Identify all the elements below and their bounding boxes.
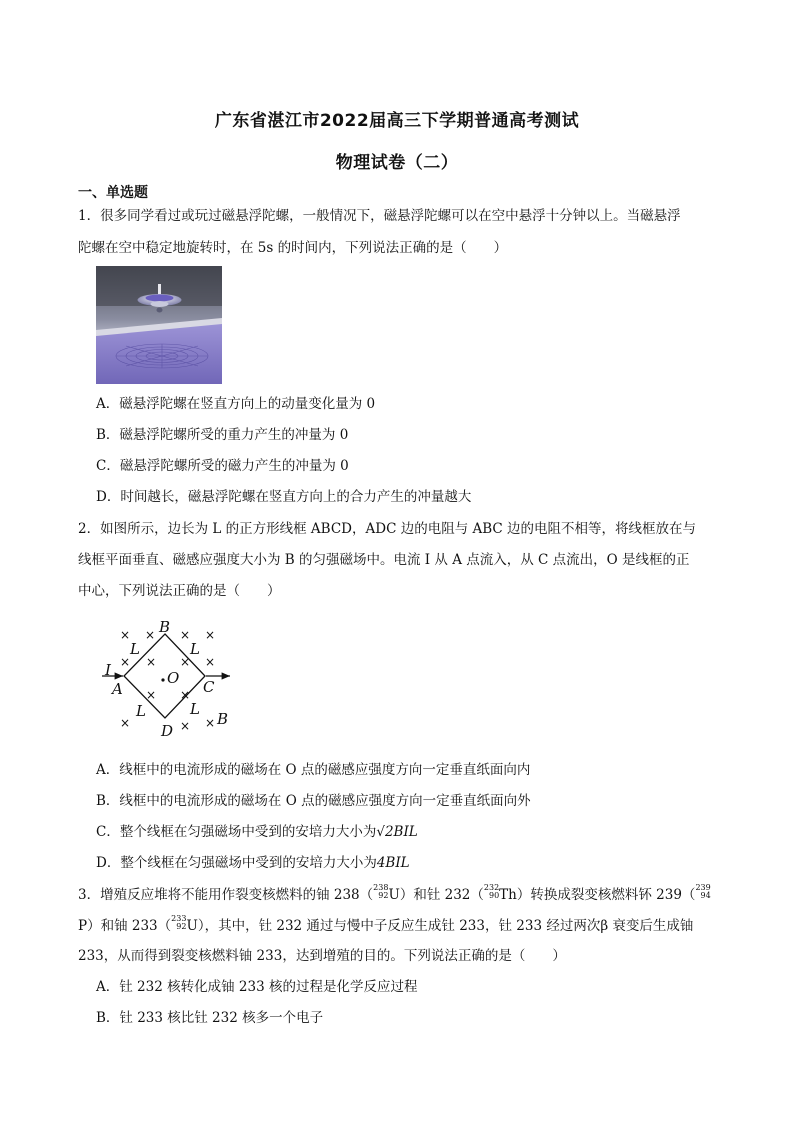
q2-stem-line2: 线框平面垂直、磁感应强度大小为 B 的匀强磁场中。电流 I 从 A 点流入，从 C 点流出，O 是线框的正 bbox=[78, 552, 690, 568]
mass-number: 238 bbox=[373, 883, 389, 892]
q2-option-d bbox=[96, 853, 410, 873]
atomic-number: 92 bbox=[378, 891, 389, 900]
field-cross: × bbox=[205, 628, 216, 642]
atomic-number: 90 bbox=[488, 891, 500, 900]
field-cross: × bbox=[120, 655, 131, 669]
q2-stem-line3: 中心，下列说法正确的是（ ） bbox=[78, 583, 281, 599]
q3-option-b: B．钍 233 核比钍 232 核多一个电子 bbox=[96, 1010, 324, 1026]
q3-option-a: A．钍 232 核转化成铀 233 核的过程是化学反应过程 bbox=[96, 979, 418, 995]
q2-option-a: A．线框中的电流形成的磁场在 O 点的磁感应强度方向一定垂直纸面向内 bbox=[96, 762, 531, 778]
field-cross: × bbox=[205, 655, 216, 669]
q2-option-c-text: C．整个线框在匀强磁场中受到的安培力大小为 bbox=[96, 824, 377, 840]
levitating-top-image bbox=[96, 266, 222, 384]
field-cross: × bbox=[180, 688, 191, 702]
q1-option-d: D．时间越长，磁悬浮陀螺在竖直方向上的合力产生的冲量越大 bbox=[96, 489, 472, 505]
q2-option-d-text: D．整个线框在匀强磁场中受到的安培力大小为 bbox=[96, 855, 377, 871]
field-label-b: B bbox=[217, 710, 229, 728]
q2-option-d-formula: 4BIL bbox=[376, 855, 410, 871]
element-symbol: U bbox=[388, 887, 400, 903]
vertex-label-d: D bbox=[161, 722, 174, 740]
nuclide-u238 bbox=[373, 883, 400, 903]
side-label-l: L bbox=[136, 702, 146, 720]
field-cross: × bbox=[120, 716, 131, 730]
side-label-l: L bbox=[190, 640, 200, 658]
atomic-number: 94 bbox=[700, 891, 711, 900]
side-label-l: L bbox=[190, 700, 200, 718]
field-cross: × bbox=[120, 628, 131, 642]
q2-stem-line1: 2．如图所示，边长为 L 的正方形线框 ABCD，ADC 边的电阻与 ABC 边的电阻不相等，将线框放在与 bbox=[78, 521, 697, 537]
vertex-label-c: C bbox=[203, 678, 215, 696]
q3-stem-line3: 233，从而得到裂变核燃料铀 233，达到增殖的目的。下列说法正确的是（ ） bbox=[78, 948, 566, 964]
q3-stem-line1 bbox=[78, 884, 711, 905]
q2-option-c-formula: √2BIL bbox=[376, 824, 418, 840]
field-cross: × bbox=[180, 655, 191, 669]
element-symbol: U bbox=[186, 918, 198, 934]
q3-stem-line2 bbox=[78, 915, 693, 936]
mass-number: 239 bbox=[695, 883, 711, 892]
q2-option-c bbox=[96, 822, 418, 842]
q1-stem-line2: 陀螺在空中稳定地旋转时，在 5s 的时间内，下列说法正确的是（ ） bbox=[78, 240, 508, 256]
field-cross: × bbox=[146, 655, 157, 669]
square-frame-diagram bbox=[100, 620, 240, 745]
vertex-label-a: A bbox=[112, 680, 123, 698]
field-cross: × bbox=[180, 628, 191, 642]
center-point bbox=[161, 678, 164, 681]
exam-title: 广东省湛江市2022届高三下学期普通高考测试 bbox=[214, 111, 580, 131]
mass-number: 233 bbox=[171, 914, 187, 923]
vertex-label-b: B bbox=[159, 620, 171, 636]
section-heading: 一、单选题 bbox=[78, 185, 148, 201]
q1-stem-line1: 1．很多同学看过或玩过磁悬浮陀螺，一般情况下，磁悬浮陀螺可以在空中悬浮十分钟以上。当磁悬浮 bbox=[78, 208, 681, 224]
mass-number: 232 bbox=[483, 883, 500, 892]
center-label-o: O bbox=[167, 669, 180, 687]
field-cross: × bbox=[145, 628, 156, 642]
q3-text: ），其中，钍 232 通过与慢中子反应生成钍 233，钍 233 经过两次β 衰变后生成铀 bbox=[197, 918, 694, 934]
q3-text: ）和钍 232（ bbox=[399, 887, 484, 903]
exam-subtitle: 物理试卷（二） bbox=[335, 153, 459, 173]
q1-option-b: B．磁悬浮陀螺所受的重力产生的冲量为 0 bbox=[96, 427, 349, 443]
nuclide-pu239 bbox=[695, 883, 711, 903]
side-label-l: L bbox=[130, 640, 140, 658]
q1-option-a: A．磁悬浮陀螺在竖直方向上的动量变化量为 0 bbox=[96, 396, 376, 412]
q3-text: P）和铀 233（ bbox=[78, 918, 172, 934]
q2-option-b: B．线框中的电流形成的磁场在 O 点的磁感应强度方向一定垂直纸面向外 bbox=[96, 793, 531, 809]
q1-option-c: C．磁悬浮陀螺所受的磁力产生的冲量为 0 bbox=[96, 458, 349, 474]
square-frame-svg bbox=[100, 620, 240, 745]
q3-text: ）转换成裂变核燃料钚 239（ bbox=[516, 887, 696, 903]
nuclide-u233 bbox=[171, 914, 198, 934]
magnetic-levitation-top-photo bbox=[96, 266, 222, 384]
atomic-number: 92 bbox=[176, 922, 187, 931]
element-symbol: Th bbox=[499, 887, 517, 903]
field-cross: × bbox=[180, 719, 191, 733]
q3-text: 3．增殖反应堆将不能用作裂变核燃料的铀 238（ bbox=[78, 887, 374, 903]
field-cross: × bbox=[146, 688, 157, 702]
nuclide-th232 bbox=[483, 883, 517, 903]
field-cross: × bbox=[205, 716, 216, 730]
current-label-i: I bbox=[105, 661, 111, 679]
